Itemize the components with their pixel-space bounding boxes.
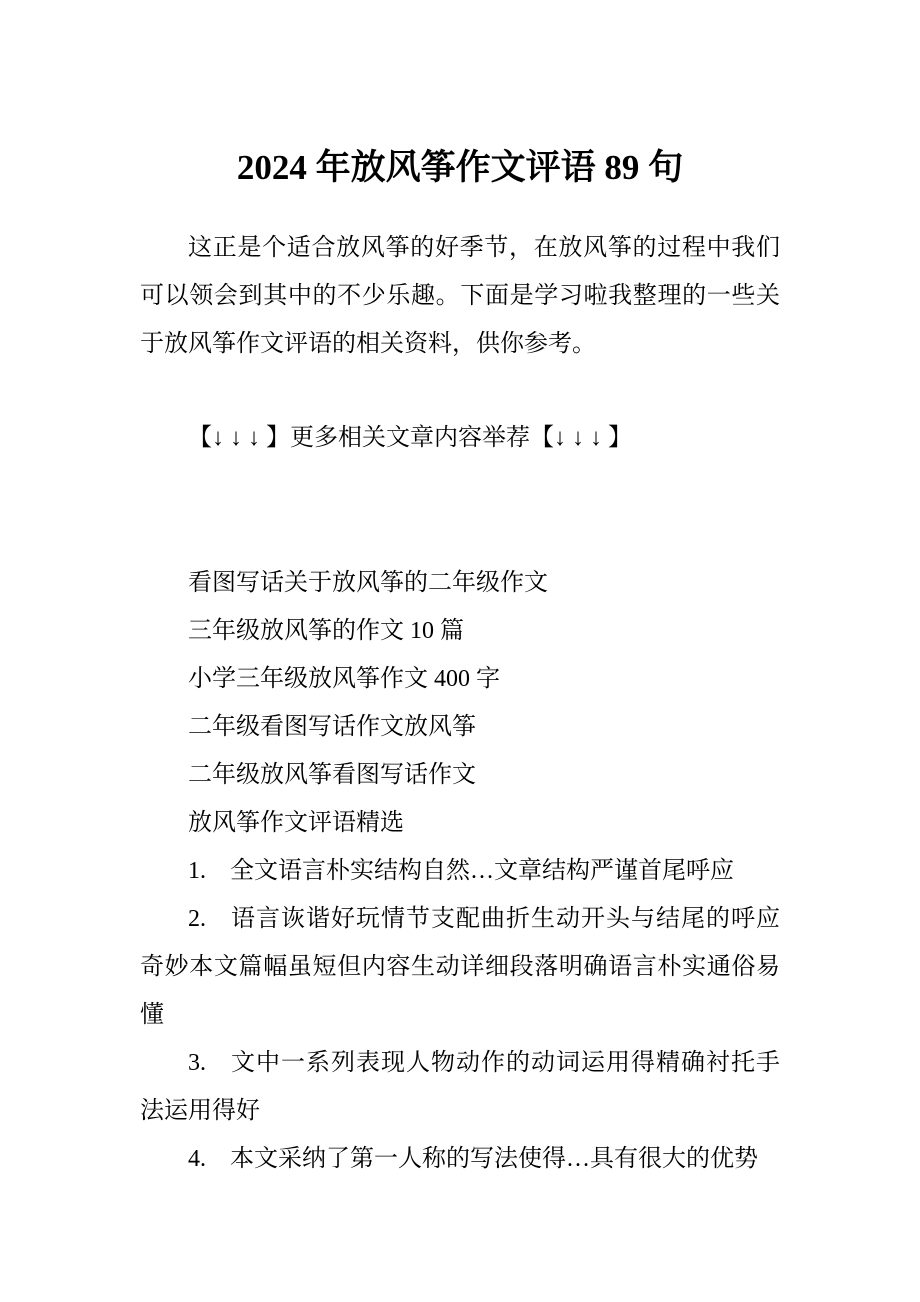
comment-text: 语言诙谐好玩情节支配曲折生动开头与结尾的呼应奇妙本文篇幅虽短但内容生动详细段落明确语言朴实通俗易懂 [140,906,780,1028]
comment-text: 文中一系列表现人物动作的动词运用得精确衬托手法运用得好 [140,1050,780,1124]
comment-item [140,1135,780,1183]
promo-line: 【↓ ↓ ↓ 】更多相关文章内容举荐【↓ ↓ ↓ 】 [188,425,632,451]
intro-paragraph: 这正是个适合放风筝的好季节，在放风筝的过程中我们可以领会到其中的不少乐趣。下面是学习啦我整理的一些关于放风筝作文评语的相关资料，供你参考。 [140,235,780,357]
related-article-link: 看图写话关于放风筝的二年级作文 [188,570,548,596]
comment-number: 3. [188,1050,206,1076]
comment-number: 4. [188,1146,206,1172]
comment-number: 2. [188,906,206,932]
comment-text: 全文语言朴实结构自然…文章结构严谨首尾呼应 [230,858,734,884]
related-article-link: 二年级放风筝看图写话作文 [188,762,476,788]
comment-text: 本文采纳了第一人称的写法使得…具有很大的优势 [230,1146,758,1172]
document-title: 2024 年放风筝作文评语 89 句 [236,148,684,187]
related-articles-list [140,559,780,799]
comment-item [140,895,780,1039]
comment-item [140,847,780,895]
comment-number: 1. [188,858,206,884]
related-article-link: 二年级看图写话作文放风筝 [188,714,476,740]
comment-item [140,1039,780,1135]
related-article-link: 小学三年级放风筝作文 400 字 [188,666,500,692]
related-article-link: 三年级放风筝的作文 10 篇 [188,618,464,644]
comments-list [140,847,780,1183]
section-heading: 放风筝作文评语精选 [188,810,404,836]
